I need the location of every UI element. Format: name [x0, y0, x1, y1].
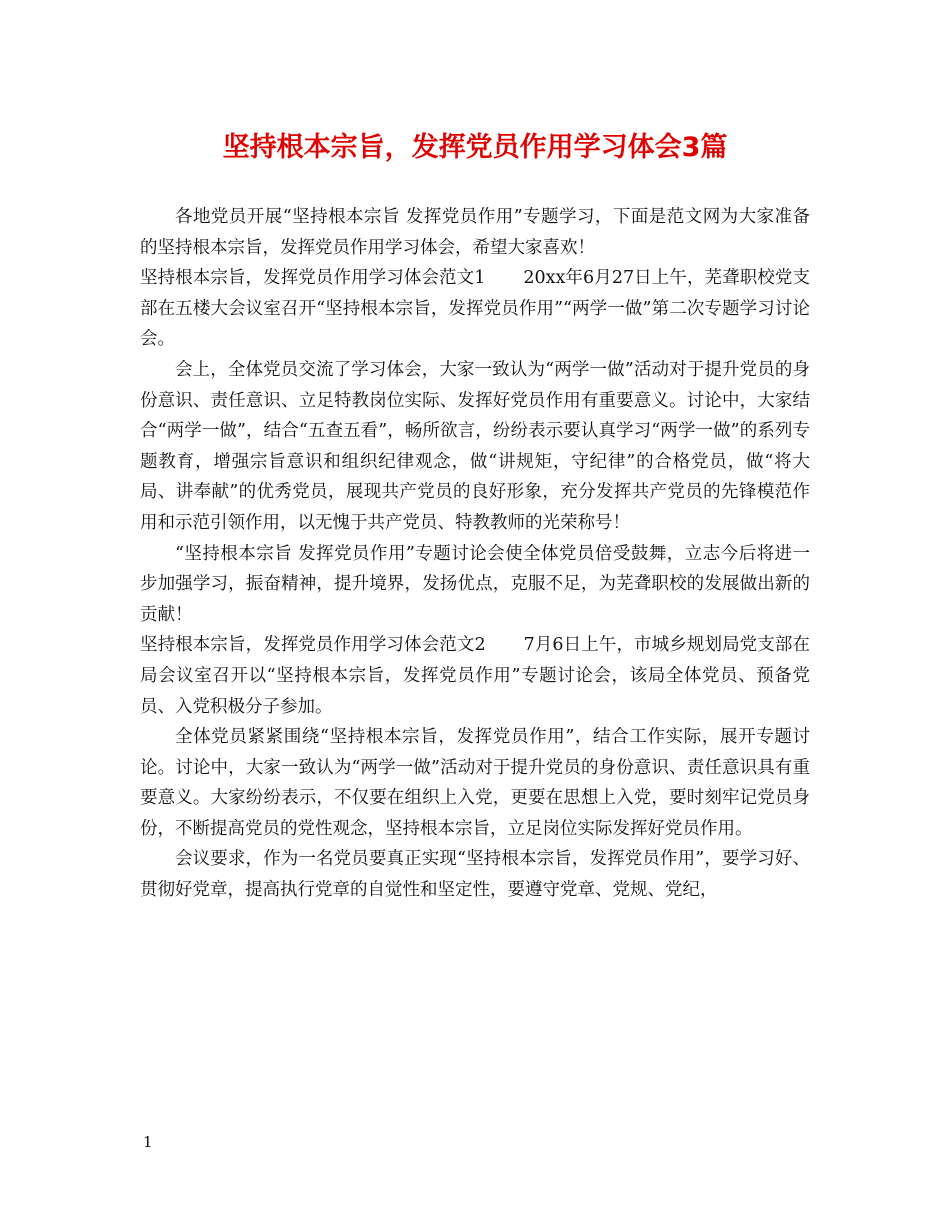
- paragraph-text: 7月6日上午，市城乡规划局党支部在局会议室召开以“坚持根本宗旨，发挥党员作用”专题讨论会，该局全体党员、预备党员、入党积极分子参加。: [140, 635, 810, 717]
- document-body: [140, 202, 810, 906]
- paragraph-discussion: [140, 355, 810, 539]
- paragraph-sample-2: [140, 630, 810, 722]
- paragraph-text: 各地党员开展“坚持根本宗旨 发挥党员作用”专题学习，下面是范文网为大家准备的坚持根本宗旨，发挥党员作用学习体会，希望大家喜欢！: [140, 207, 810, 258]
- paragraph-conclusion-1: [140, 539, 810, 631]
- paragraph-text: 20xx年6月27日上午，芜聋职校党支部在五楼大会议室召开“坚持根本宗旨，发挥党员作用”“两学一做”第二次专题学习讨论会。: [140, 268, 810, 350]
- document-title: 坚持根本宗旨，发挥党员作用学习体会3篇: [222, 132, 728, 163]
- paragraph-discussion-2: [140, 722, 810, 844]
- page-number: 1: [143, 1133, 153, 1151]
- paragraph-intro: [140, 202, 810, 263]
- paragraph-text: 会上，全体党员交流了学习体会，大家一致认为“两学一做”活动对于提升党员的身份意识、责任意识、立足特教岗位实际、发挥好党员作用有重要意义。讨论中，大家结合“两学一做”，结合“五查五看”，畅所欲言，纷纷表示要认真学习“两学一做”的系列专题教育，增强宗旨意识和组织纪律观念，做“讲规矩，守纪律”的合格党员，做“将大局、讲奉献”的优秀党员，展现共产党员的良好形象，充分发挥共产党员的先锋模范作用和示范引领作用，以无愧于共产党员、特教教师的光荣称号！: [140, 359, 810, 533]
- paragraph-text: 会议要求，作为一名党员要真正实现“坚持根本宗旨，发挥党员作用”，要学习好、贯彻好党章，提高执行党章的自觉性和坚定性，要遵守党章、党规、党纪，: [140, 849, 810, 901]
- sample-heading: 坚持根本宗旨，发挥党员作用学习体会范文2: [140, 635, 486, 656]
- paragraph-sample-1: [140, 263, 810, 355]
- paragraph-text: 全体党员紧紧围绕“坚持根本宗旨，发挥党员作用”，结合工作实际，展开专题讨论。讨论中，大家一致认为“两学一做”活动对于提升党员的身份意识、责任意识具有重要意义。大家纷纷表示，不仅要在组织上入党，更要在思想上入党，要时刻牢记党员身份，不断提高党员的党性观念，坚持根本宗旨，立足岗位实际发挥好党员作用。: [140, 727, 810, 839]
- sample-heading: 坚持根本宗旨，发挥党员作用学习体会范文1: [140, 268, 486, 289]
- paragraph-text: “坚持根本宗旨 发挥党员作用”专题讨论会使全体党员倍受鼓舞，立志今后将进一步加强学习，振奋精神，提升境界，发扬优点，克服不足，为芜聋职校的发展做出新的贡献！: [140, 543, 810, 625]
- paragraph-requirements: [140, 844, 810, 905]
